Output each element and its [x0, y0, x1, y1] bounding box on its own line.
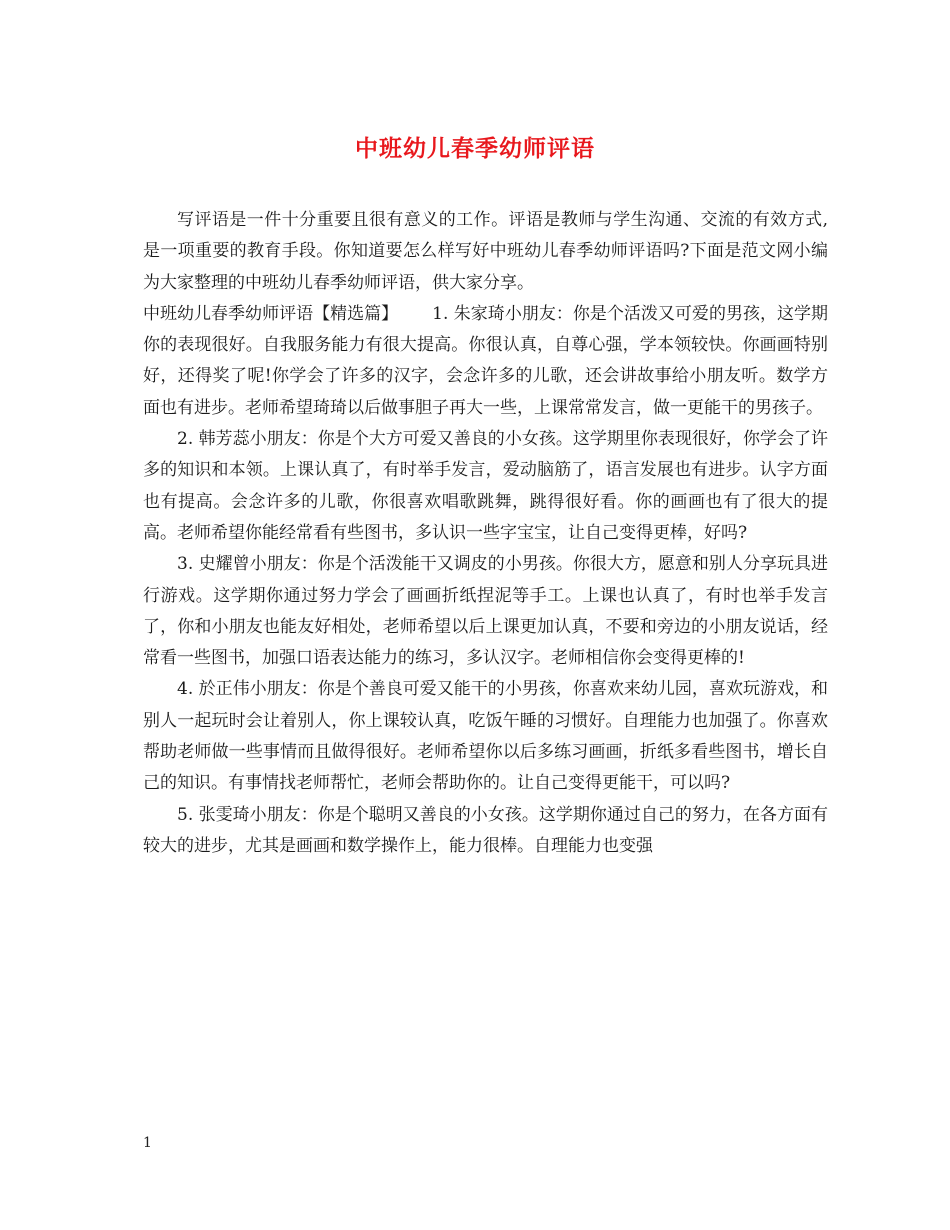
document-title: 中班幼儿春季幼师评语: [355, 136, 595, 162]
page-number: 1: [143, 1135, 152, 1151]
section-heading: 中班幼儿春季幼师评语【精选篇】: [143, 303, 399, 324]
intro-paragraph: 写评语是一件十分重要且很有意义的工作。评语是教师与学生沟通、交流的有效方式,是一项重要的教育手段。你知道要怎么样写好中班幼儿春季幼师评语吗?下面是范文网小编为大家整理的中班幼儿春季幼师评语，供大家分享。: [143, 210, 828, 293]
comment-paragraph-4: 4. 於正伟小朋友：你是个善良可爱又能干的小男孩，你喜欢来幼儿园，喜欢玩游戏，和别人一起玩时会让着别人，你上课较认真，吃饭午睡的习惯好。自理能力也加强了。你喜欢帮助老师做一些事情而且做得很好。老师希望你以后多练习画画，折纸多看些图书，增长自己的知识。有事情找老师帮忙，老师会帮助你的。让自己变得更能干，可以吗?: [143, 679, 828, 794]
first-comment-paragraph: [143, 299, 828, 424]
comment-paragraph-1: 1. 朱家琦小朋友：你是个活泼又可爱的男孩，这学期你的表现很好。自我服务能力有很大提高。你很认真，自尊心强，学本领较快。你画画特别好，还得奖了呢!你学会了许多的汉字，会念许多的儿歌，还会讲故事给小朋友听。数学方面也有进步。老师希望琦琦以后做事胆子再大一些，上课常常发言，做一更能干的男孩子。: [143, 303, 829, 418]
comment-paragraph-2: 2. 韩芳蕊小朋友：你是个大方可爱又善良的小女孩。这学期里你表现很好，你学会了许多的知识和本领。上课认真了，有时举手发言，爱动脑筋了，语言发展也有进步。认字方面也有提高。会念许多的儿歌，你很喜欢唱歌跳舞，跳得很好看。你的画画也有了很大的提高。老师希望你能经常看有些图书，多认识一些字宝宝，让自己变得更棒，好吗?: [143, 429, 828, 543]
comment-paragraph-3: 3. 史耀曾小朋友：你是个活泼能干又调皮的小男孩。你很大方，愿意和别人分享玩具进行游戏。这学期你通过努力学会了画画折纸捏泥等手工。上课也认真了，有时也举手发言了，你和小朋友也能友好相处，老师希望以后上课更加认真，不要和旁边的小朋友说话，经常看一些图书，加强口语表达能力的练习，多认汉字。老师相信你会变得更棒的!: [143, 554, 828, 669]
comment-paragraph-5: 5. 张雯琦小朋友：你是个聪明又善良的小女孩。这学期你通过自己的努力，在各方面有较大的进步，尤其是画画和数学操作上，能力很棒。自理能力也变强: [143, 804, 828, 856]
document-body: [143, 205, 828, 862]
